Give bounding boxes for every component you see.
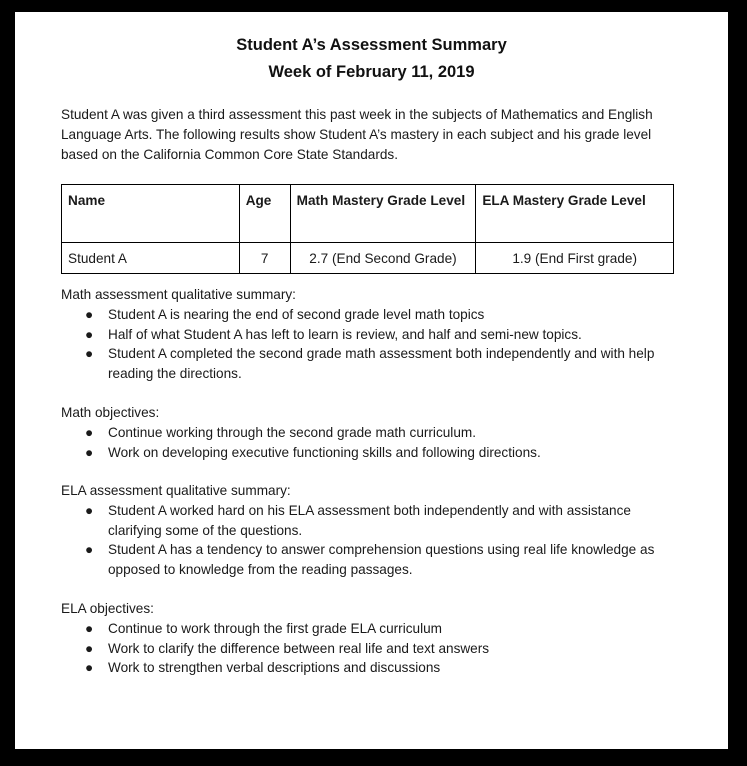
bullet-icon: ● — [85, 306, 94, 322]
header-math-mastery: Math Mastery Grade Level — [290, 185, 476, 243]
results-table — [61, 184, 674, 274]
list-item-text: Work on developing executive functioning skills and following directions. — [108, 444, 541, 460]
bullet-list — [61, 305, 681, 384]
section-heading: ELA objectives: — [61, 601, 154, 616]
bullet-icon: ● — [85, 620, 94, 636]
bullet-icon: ● — [85, 346, 94, 362]
list-item-text: Student A completed the second grade math assessment both independently and with help reading the directions. — [108, 346, 655, 382]
list-item — [61, 443, 681, 463]
bullet-icon: ● — [85, 424, 94, 440]
document-page — [15, 12, 728, 749]
bullet-list — [61, 423, 681, 463]
table-row — [62, 243, 674, 274]
document-title: Student A’s Assessment Summary — [236, 36, 507, 54]
bullet-icon: ● — [85, 444, 94, 460]
list-item-text: Work to clarify the difference between real life and text answers — [108, 640, 490, 656]
section-heading: ELA assessment qualitative summary: — [61, 483, 291, 498]
list-item — [61, 540, 681, 580]
list-item — [61, 344, 681, 384]
list-item-text: Student A is nearing the end of second grade level math topics — [108, 306, 485, 322]
bullet-icon: ● — [85, 502, 94, 518]
table-header-row — [62, 185, 674, 243]
list-item-text: Continue to work through the first grade ELA curriculum — [108, 620, 442, 636]
list-item-text: Student A worked hard on his ELA assessment both independently and with assistance clarifying some of the questions. — [108, 502, 631, 538]
bullet-icon: ● — [85, 326, 94, 342]
list-item-text: Half of what Student A has left to learn is review, and half and semi-new topics. — [108, 326, 582, 342]
list-item-text: Continue working through the second grade math curriculum. — [108, 424, 476, 440]
list-item — [61, 325, 681, 345]
list-item — [61, 658, 681, 678]
math-objectives-section — [61, 403, 681, 462]
bullet-list — [61, 501, 681, 580]
section-heading: Math objectives: — [61, 405, 160, 420]
bullet-icon: ● — [85, 660, 94, 676]
list-item — [61, 619, 681, 639]
list-item-text: Work to strengthen verbal descriptions and discussions — [108, 660, 441, 676]
list-item-text: Student A has a tendency to answer comprehension questions using real life knowledge as opposed to knowledge from the reading passages. — [108, 542, 655, 578]
header-age: Age — [239, 185, 290, 243]
list-item — [61, 501, 681, 541]
list-item — [61, 305, 681, 325]
cell-name: Student A — [62, 243, 240, 274]
section-heading: Math assessment qualitative summary: — [61, 287, 296, 302]
list-item — [61, 423, 681, 443]
cell-ela-mastery: 1.9 (End First grade) — [476, 243, 674, 274]
header-ela-mastery: ELA Mastery Grade Level — [476, 185, 674, 243]
bullet-list — [61, 619, 681, 678]
document-subtitle: Week of February 11, 2019 — [268, 63, 475, 81]
list-item — [61, 639, 681, 659]
bullet-icon: ● — [85, 542, 94, 558]
intro-paragraph: Student A was given a third assessment this past week in the subjects of Mathematics and English Language Arts. The following results show Student A’s mastery in each subject and his grade level based on the California Common Core State Standards. — [61, 107, 653, 162]
ela-objectives-section — [61, 599, 681, 678]
cell-math-mastery: 2.7 (End Second Grade) — [290, 243, 476, 274]
cell-age: 7 — [239, 243, 290, 274]
header-name: Name — [62, 185, 240, 243]
bullet-icon: ● — [85, 640, 94, 656]
math-summary-section — [61, 285, 681, 384]
ela-summary-section — [61, 481, 681, 580]
